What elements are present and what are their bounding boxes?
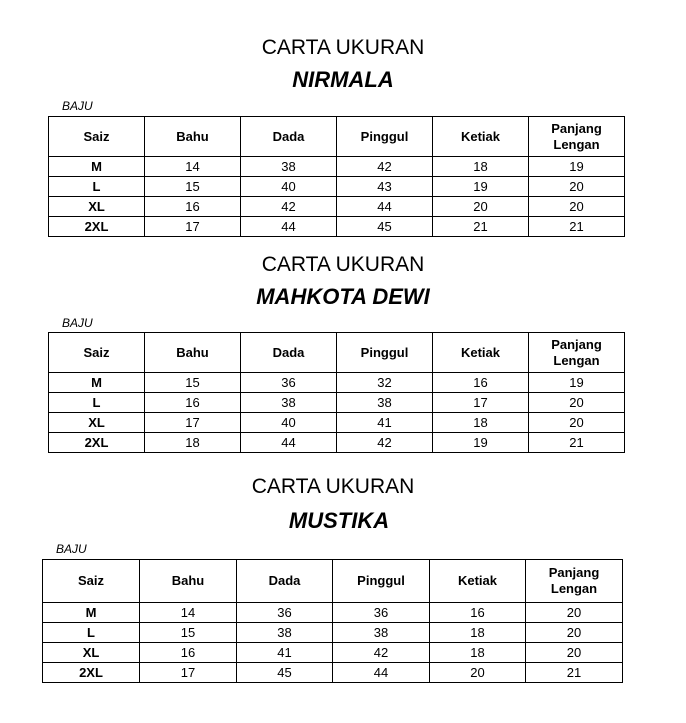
- measurement-cell: 18: [433, 157, 529, 177]
- measurement-cell: 16: [145, 197, 241, 217]
- table-row: [43, 623, 623, 643]
- measurement-cell: 14: [145, 157, 241, 177]
- table-header-row: [49, 333, 625, 373]
- measurement-cell: 15: [145, 373, 241, 393]
- measurement-cell: 20: [529, 393, 625, 413]
- measurement-cell: 18: [430, 623, 526, 643]
- measurement-cell: 36: [241, 373, 337, 393]
- measurement-cell: 41: [337, 413, 433, 433]
- column-header-bahu: Bahu: [145, 117, 241, 157]
- measurement-cell: 21: [529, 217, 625, 237]
- measurement-cell: 17: [140, 663, 237, 683]
- table-row: [49, 197, 625, 217]
- column-header-dada: Dada: [241, 333, 337, 373]
- measurement-cell: 18: [430, 643, 526, 663]
- chart-subtitle-nirmala: NIRMALA: [292, 67, 394, 92]
- measurement-cell: 15: [145, 177, 241, 197]
- measurement-cell: 20: [430, 663, 526, 683]
- measurement-cell: 42: [337, 157, 433, 177]
- column-header-ketiak: Ketiak: [433, 333, 529, 373]
- table-caption-mustika: BAJU: [56, 542, 87, 556]
- measurement-cell: 16: [145, 393, 241, 413]
- chart-subtitle-mustika: MUSTIKA: [288, 508, 390, 533]
- measurement-cell: 20: [529, 413, 625, 433]
- size-label: XL: [49, 413, 145, 433]
- table-row: [49, 393, 625, 413]
- measurement-cell: 19: [529, 157, 625, 177]
- measurement-cell: 40: [241, 413, 337, 433]
- measurement-cell: 21: [526, 663, 623, 683]
- measurement-cell: 43: [337, 177, 433, 197]
- measurement-cell: 42: [241, 197, 337, 217]
- table-row: [49, 177, 625, 197]
- chart-title-mahkota-dewi: CARTA UKURAN: [261, 253, 425, 276]
- table-caption-mahkota-dewi: BAJU: [62, 316, 93, 330]
- measurement-cell: 20: [433, 197, 529, 217]
- measurement-cell: 44: [241, 433, 337, 453]
- measurement-cell: 42: [333, 643, 430, 663]
- table-row: [43, 663, 623, 683]
- size-label: L: [43, 623, 140, 643]
- size-label: XL: [43, 643, 140, 663]
- column-header-dada: Dada: [241, 117, 337, 157]
- size-label: L: [49, 177, 145, 197]
- measurement-cell: 44: [333, 663, 430, 683]
- measurement-cell: 20: [526, 643, 623, 663]
- table-row: [49, 413, 625, 433]
- measurement-cell: 45: [237, 663, 333, 683]
- measurement-cell: 41: [237, 643, 333, 663]
- measurement-cell: 36: [333, 603, 430, 623]
- table-caption-nirmala: BAJU: [62, 99, 93, 113]
- measurement-cell: 44: [337, 197, 433, 217]
- measurement-cell: 42: [337, 433, 433, 453]
- chart-title-nirmala: CARTA UKURAN: [261, 36, 425, 59]
- measurement-cell: 38: [337, 393, 433, 413]
- measurement-cell: 15: [140, 623, 237, 643]
- table-row: [43, 643, 623, 663]
- chart-title-mustika: CARTA UKURAN: [251, 475, 415, 498]
- column-header-panjang-lengan: Panjang Lengan: [529, 117, 625, 157]
- measurement-cell: 16: [433, 373, 529, 393]
- measurement-cell: 18: [433, 413, 529, 433]
- measurement-cell: 17: [433, 393, 529, 413]
- column-header-pinggul: Pinggul: [337, 333, 433, 373]
- size-label: XL: [49, 197, 145, 217]
- column-header-saiz: Saiz: [43, 560, 140, 603]
- size-label: 2XL: [49, 433, 145, 453]
- measurement-cell: 17: [145, 217, 241, 237]
- measurement-cell: 44: [241, 217, 337, 237]
- column-header-dada: Dada: [237, 560, 333, 603]
- size-label: M: [49, 373, 145, 393]
- column-header-panjang-lengan: Panjang Lengan: [529, 333, 625, 373]
- table-row: [43, 603, 623, 623]
- size-label: 2XL: [49, 217, 145, 237]
- measurement-cell: 38: [333, 623, 430, 643]
- measurement-cell: 19: [529, 373, 625, 393]
- table-row: [49, 217, 625, 237]
- measurement-cell: 17: [145, 413, 241, 433]
- measurement-cell: 21: [529, 433, 625, 453]
- size-table-mustika: [42, 559, 623, 683]
- column-header-saiz: Saiz: [49, 117, 145, 157]
- measurement-cell: 20: [529, 197, 625, 217]
- measurement-cell: 21: [433, 217, 529, 237]
- size-table-mahkota-dewi: [48, 332, 625, 453]
- table-row: [49, 373, 625, 393]
- measurement-cell: 20: [526, 603, 623, 623]
- table-row: [49, 433, 625, 453]
- measurement-cell: 19: [433, 433, 529, 453]
- measurement-cell: 45: [337, 217, 433, 237]
- measurement-cell: 38: [237, 623, 333, 643]
- column-header-ketiak: Ketiak: [433, 117, 529, 157]
- column-header-pinggul: Pinggul: [333, 560, 430, 603]
- measurement-cell: 18: [145, 433, 241, 453]
- measurement-cell: 40: [241, 177, 337, 197]
- size-table-nirmala: [48, 116, 625, 237]
- table-row: [49, 157, 625, 177]
- size-label: L: [49, 393, 145, 413]
- measurement-cell: 16: [140, 643, 237, 663]
- measurement-cell: 38: [241, 157, 337, 177]
- column-header-ketiak: Ketiak: [430, 560, 526, 603]
- size-label: M: [43, 603, 140, 623]
- size-label: 2XL: [43, 663, 140, 683]
- column-header-pinggul: Pinggul: [337, 117, 433, 157]
- table-header-row: [49, 117, 625, 157]
- measurement-cell: 20: [526, 623, 623, 643]
- chart-subtitle-mahkota-dewi: MAHKOTA DEWI: [256, 284, 430, 309]
- measurement-cell: 16: [430, 603, 526, 623]
- column-header-saiz: Saiz: [49, 333, 145, 373]
- column-header-panjang-lengan: Panjang Lengan: [526, 560, 623, 603]
- table-header-row: [43, 560, 623, 603]
- column-header-bahu: Bahu: [140, 560, 237, 603]
- size-label: M: [49, 157, 145, 177]
- measurement-cell: 14: [140, 603, 237, 623]
- measurement-cell: 20: [529, 177, 625, 197]
- measurement-cell: 38: [241, 393, 337, 413]
- measurement-cell: 36: [237, 603, 333, 623]
- measurement-cell: 19: [433, 177, 529, 197]
- measurement-cell: 32: [337, 373, 433, 393]
- column-header-bahu: Bahu: [145, 333, 241, 373]
